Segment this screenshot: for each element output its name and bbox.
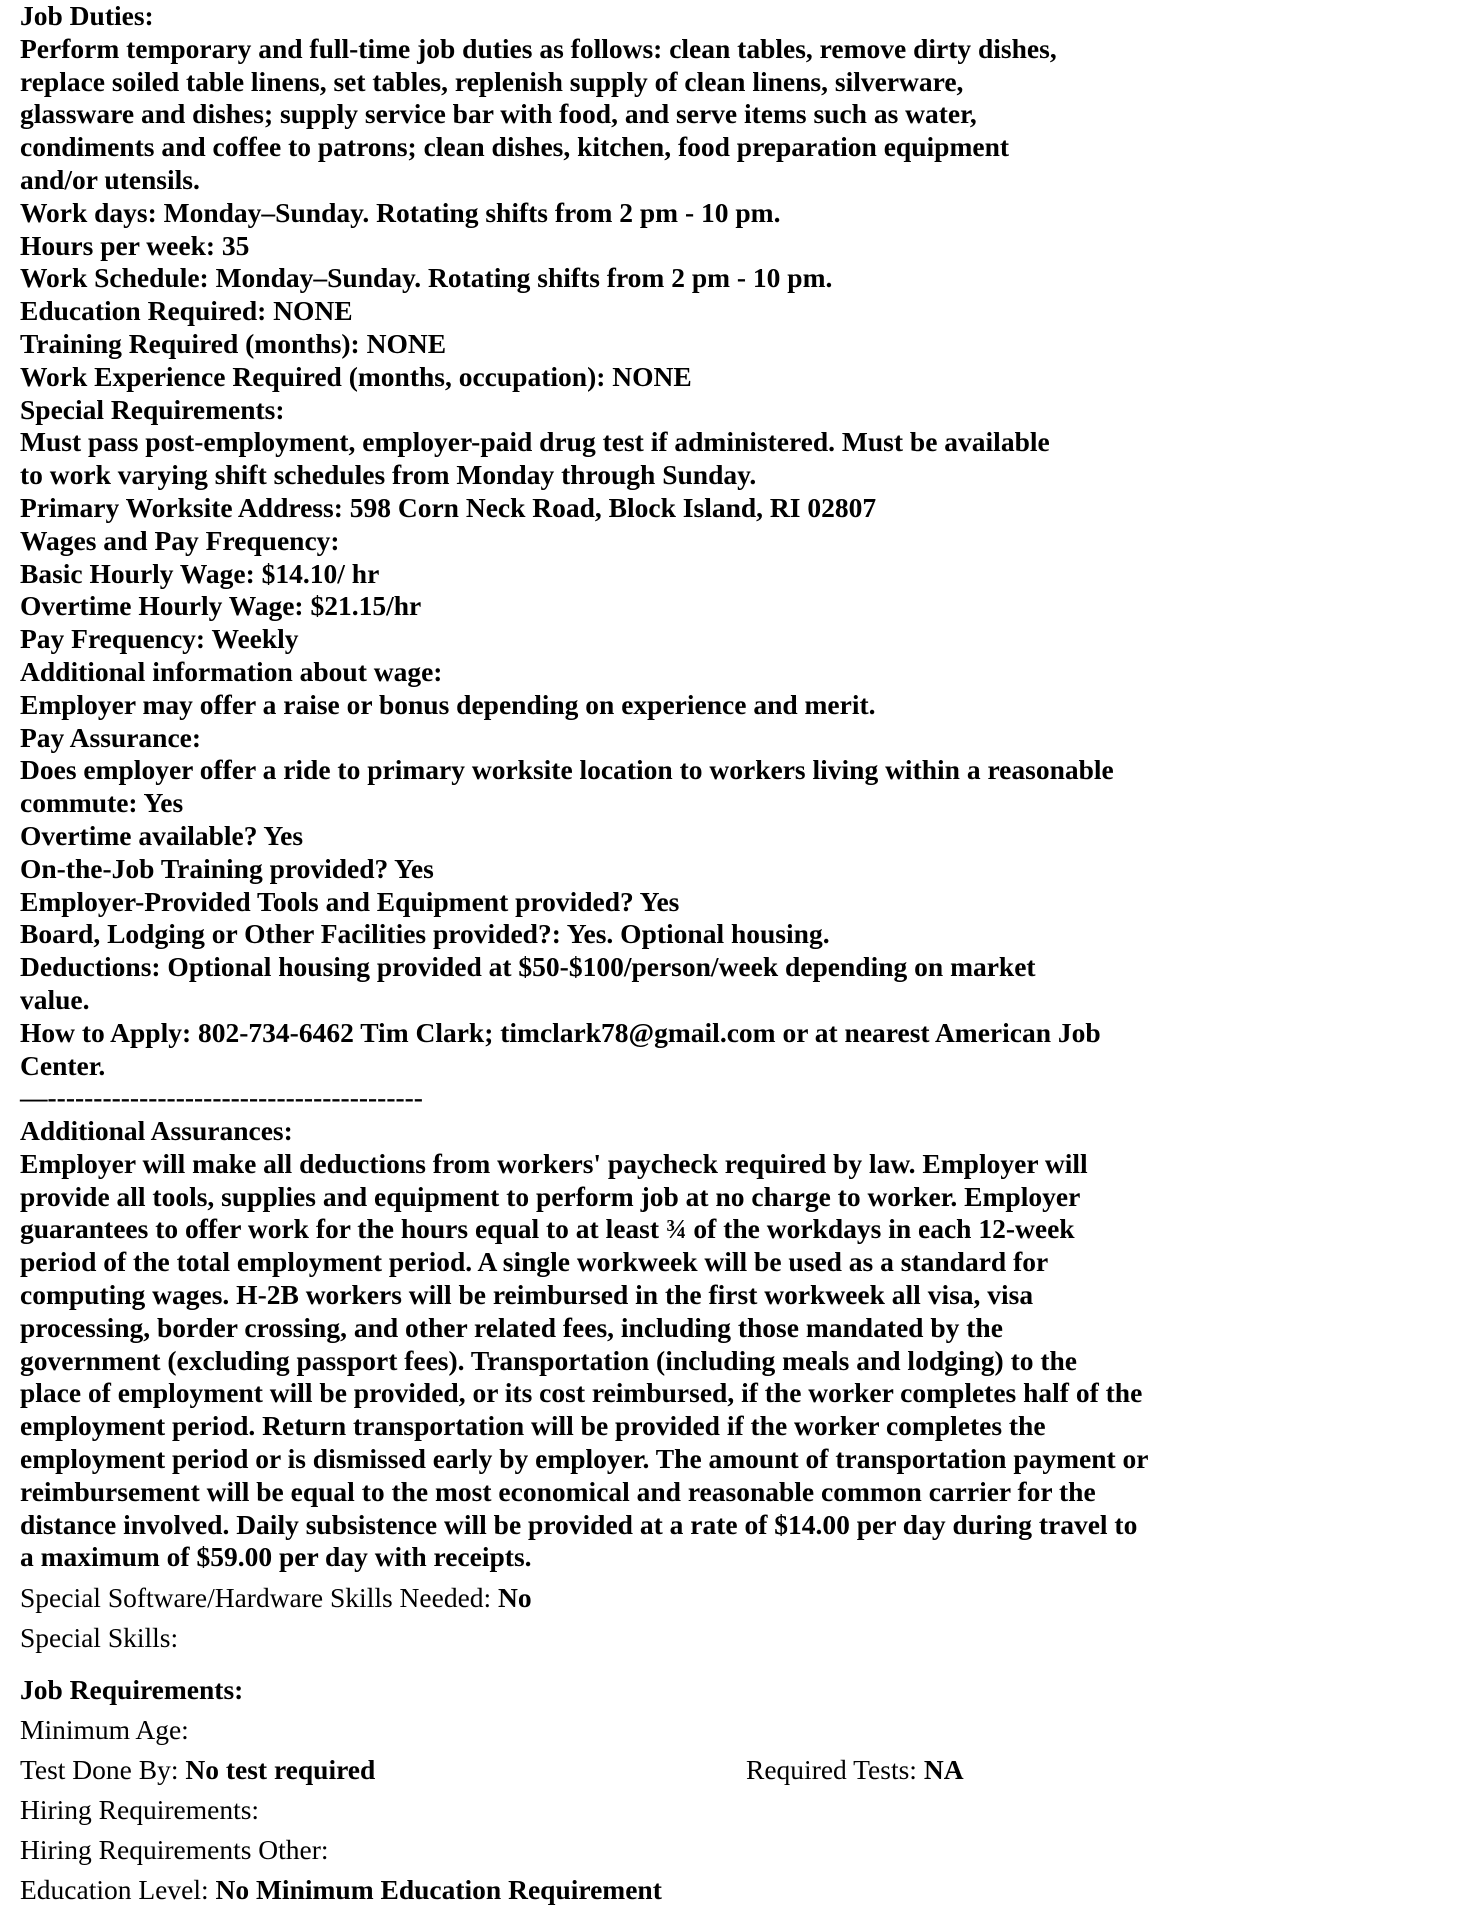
minimum-age-label: Minimum Age:	[20, 1714, 189, 1746]
required-tests-value: NA	[923, 1754, 964, 1786]
hiring-requirements-other-row	[20, 1830, 1460, 1870]
ride-offer-line: Does employer offer a ride to primary worksite location to workers living within a reasonable commute: Yes	[20, 754, 1114, 819]
required-tests-field	[746, 1750, 964, 1790]
test-done-by-label: Test Done By:	[20, 1754, 179, 1786]
additional-wage-heading: Additional information about wage:	[20, 655, 443, 687]
assurances-text: Employer will make all deductions from workers' paycheck required by law. Employer will provide all tools, supplies and equipment to perform job at no charge to worker. Employer guarantees to offer work for the hours equal to at least ¾ of the workdays in each 12-week period of the total employment period. A single workweek will be used as a standard for computing wages. H-2B workers will be reimbursed in the first workweek all visa, visa processing, border crossing, and other related fees, including those mandated by the government (excluding passport fees). Transportation (including meals and lodging) to the place of employment will be provided, or its cost reimbursed, if the worker completes half of the employment period. Return transportation will be provided if the worker completes the employment period or is dismissed early by employer. The amount of transportation payment or reimbursement will be equal to the most economical and reasonable common carrier for the distance involved. Daily subsistence will be provided at a rate of $14.00 per day during travel to a maximum of $59.00 per day with receipts.	[20, 1147, 1149, 1573]
software-skills-label: Special Software/Hardware Skills Needed:	[20, 1582, 492, 1614]
hours-per-week-line: Hours per week: 35	[20, 229, 250, 261]
required-tests-label: Required Tests:	[746, 1754, 917, 1786]
how-to-apply-line: How to Apply: 802-734-6462 Tim Clark; timclark78@gmail.com or at nearest American Job Center.	[20, 1016, 1101, 1081]
education-level-row	[20, 1870, 1460, 1910]
board-lodging-line: Board, Lodging or Other Facilities provided?: Yes. Optional housing.	[20, 918, 830, 950]
test-row	[20, 1750, 1460, 1790]
pay-frequency-line: Pay Frequency: Weekly	[20, 623, 299, 655]
overtime-available-line: Overtime available? Yes	[20, 819, 304, 851]
assurances-heading: Additional Assurances:	[20, 1115, 293, 1147]
job-details-section	[20, 0, 1460, 1574]
minimum-age-row	[20, 1710, 1460, 1750]
basic-wage-line: Basic Hourly Wage: $14.10/ hr	[20, 557, 380, 589]
special-requirements-heading: Special Requirements:	[20, 393, 285, 425]
additional-wage-text: Employer may offer a raise or bonus depending on experience and merit.	[20, 688, 876, 720]
job-duties-text: Perform temporary and full-time job duties as follows: clean tables, remove dirty dishes, replace soiled table linens, set tables, replenish supply of clean linens, silverware, glassware and dishes; supply service bar with food, and serve items such as water, condiments and coffee to patrons; clean dishes, kitchen, food preparation equipment and/or utensils.	[20, 32, 1057, 195]
hiring-requirements-label: Hiring Requirements:	[20, 1794, 260, 1826]
job-duties-heading: Job Duties:	[20, 0, 154, 31]
overtime-wage-line: Overtime Hourly Wage: $21.15/hr	[20, 590, 422, 622]
work-schedule-line: Work Schedule: Monday–Sunday. Rotating shifts from 2 pm - 10 pm.	[20, 262, 833, 294]
education-required-line: Education Required: NONE	[20, 295, 353, 327]
tools-provided-line: Employer-Provided Tools and Equipment provided? Yes	[20, 885, 680, 917]
job-requirements-heading: Job Requirements:	[20, 1674, 244, 1706]
experience-required-line: Work Experience Required (months, occupation): NONE	[20, 360, 692, 392]
training-required-line: Training Required (months): NONE	[20, 327, 447, 359]
test-done-by-field	[20, 1754, 375, 1785]
hiring-requirements-row	[20, 1790, 1460, 1830]
deductions-line: Deductions: Optional housing provided at $50-$100/person/week depending on market value.	[20, 951, 1036, 1015]
worksite-address-line: Primary Worksite Address: 598 Corn Neck Road, Block Island, RI 02807	[20, 491, 877, 523]
job-posting-document	[20, 0, 1460, 1910]
special-skills-row	[20, 1618, 1460, 1658]
test-done-by-value: No test required	[185, 1754, 376, 1786]
work-days-line: Work days: Monday–Sunday. Rotating shifts from 2 pm - 10 pm.	[20, 196, 781, 228]
special-requirements-text: Must pass post-employment, employer-paid drug test if administered. Must be available to work varying shift schedules from Monday through Sunday.	[20, 426, 1050, 491]
pay-assurance-heading: Pay Assurance:	[20, 721, 202, 753]
special-skills-label: Special Skills:	[20, 1622, 179, 1654]
education-level-label: Education Level:	[20, 1874, 209, 1906]
ojt-provided-line: On-the-Job Training provided? Yes	[20, 852, 434, 884]
hiring-requirements-other-label: Hiring Requirements Other:	[20, 1834, 329, 1866]
wages-heading: Wages and Pay Frequency:	[20, 524, 340, 556]
software-skills-value: No	[498, 1582, 532, 1614]
education-level-value: No Minimum Education Requirement	[215, 1874, 662, 1906]
software-skills-row	[20, 1578, 1460, 1618]
separator-line: —-----------------------------------------	[20, 1082, 423, 1114]
fields-section	[20, 1578, 1460, 1910]
